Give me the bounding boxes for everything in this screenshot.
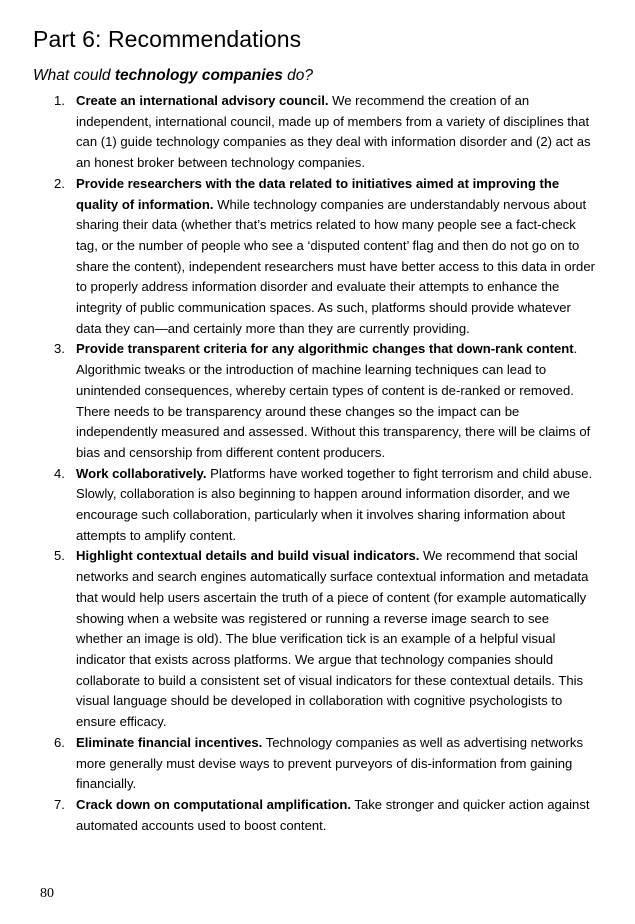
recommendation-lead: Work collaboratively.	[76, 465, 207, 481]
recommendation-item	[0, 174, 635, 340]
recommendation-text: Platforms have worked together to fight terrorism and child abuse. Slowly, collaboration is also beginning to happen around information disorder, and we encourage such collaboration, particularly when it involves sharing information about attempts to amplify content.	[76, 465, 593, 543]
recommendation-lead: Create an international advisory council.	[76, 93, 329, 108]
recommendation-lead: Eliminate financial incentives.	[76, 734, 263, 750]
section-subtitle	[33, 67, 313, 85]
subtitle-emphasis: technology companies	[114, 67, 283, 84]
recommendation-text: Take stronger and quicker action against automated accounts used to boost content.	[76, 796, 590, 833]
recommendation-text: . Algorithmic tweaks or the introduction of machine learning techniques can lead to unintended consequences, whereby certain types of content is de-ranked or removed. There needs to be transparency around these changes so the impact can be independently measured and assessed. Without this transparency, there will be claims of bias and censorship from different content producers.	[76, 341, 591, 460]
recommendation-lead: Provide researchers with the data related to initiatives aimed at improving the quality of information.	[76, 175, 560, 212]
recommendations-list	[0, 91, 635, 836]
recommendation-number: 4.	[54, 465, 65, 481]
recommendation-item	[0, 546, 635, 732]
recommendation-item	[0, 795, 635, 836]
recommendation-lead: Provide transparent criteria for any algorithmic changes that down-rank content	[76, 341, 574, 357]
recommendation-text: Technology companies as well as advertising networks more generally must devise ways to prevent purveyors of dis-information from gaining financially.	[76, 734, 584, 792]
page-number: 80	[40, 886, 54, 901]
recommendation-text: While technology companies are understandably nervous about sharing their data (whether that’s metrics related to how many people see a fact-check tag, or the number of people who see a ‘disputed content’ flag and then do not go on to share the content), independent researchers must have better access to this data in order to properly address information disorder and evaluate their attempts to enhance the integrity of public communication spaces. As such, platforms should provide whatever data they can—and certainly more than they are currently providing.	[76, 196, 595, 336]
recommendation-lead: Crack down on computational amplification.	[76, 796, 351, 812]
subtitle-prefix: What could	[33, 67, 115, 84]
recommendation-number: 5.	[54, 548, 65, 564]
page-title: Part 6: Recommendations	[33, 26, 302, 52]
recommendation-number: 1.	[54, 93, 65, 108]
recommendation-item	[0, 91, 635, 174]
recommendation-text: We recommend the creation of an independent, international council, made up of members from a variety of disciplines that can (1) guide technology companies as they deal with information disorder and (2) act as an honest broker between technology companies.	[76, 93, 591, 171]
recommendation-item	[0, 733, 635, 795]
recommendation-number: 6.	[54, 734, 65, 750]
subtitle-suffix: do?	[282, 67, 313, 84]
recommendation-item	[0, 464, 635, 547]
recommendation-number: 2.	[54, 175, 65, 191]
recommendation-text: We recommend that social networks and search engines automatically surface contextual information and metadata that would help users ascertain the truth of a piece of content (for example automatically showing when a website was registered or running a reverse image search to see whether an image is old). The blue verification tick is an example of a helpful visual indicator that exists across platforms. We argue that technology companies should collaborate to build a consistent set of visual indicators for these contextual details. This visual language should be developed in collaboration with cognitive psychologists to ensure efficacy.	[76, 548, 589, 730]
recommendation-lead: Highlight contextual details and build visual indicators.	[76, 548, 420, 564]
recommendation-number: 3.	[54, 341, 65, 357]
recommendation-number: 7.	[54, 796, 65, 812]
recommendation-item	[0, 339, 635, 463]
